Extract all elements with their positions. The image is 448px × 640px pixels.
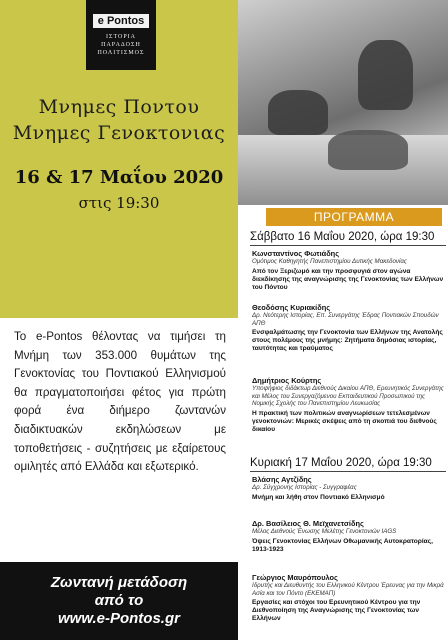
talk-title: Ενσφαλμάτωσης την Γενοκτονία των Ελλήνων της Ανατολής στους πολέμους της μνήμης: Ζητήματα δημόσιας ιστορίας, ταυτότητας και τραύματος	[252, 329, 443, 353]
live-line-1: Ζωντανή μετάδοση	[50, 574, 188, 591]
talk-title: Εργασίες και στόχοι του Ερευνητικού Κέντρου για την Διεθνοποίηση της Αναγνώρισης της Γενοκτονίας των Ελλήνων	[252, 599, 421, 623]
photo-figure	[268, 90, 328, 135]
talk-speaker: Κωνσταντίνος Φωτιάδης	[252, 249, 340, 258]
live-stream-box	[0, 562, 238, 640]
live-line-2: από το	[94, 592, 144, 609]
talk-speaker: Δημήτριος Κούρτης	[252, 376, 322, 385]
logo-brand: e Pontos	[93, 14, 149, 28]
program-talk	[252, 249, 444, 292]
title-line-2: Μνημες Γενοκτονιας	[12, 122, 226, 144]
logo-tagline: ΙΣΤΟΡΙΑ ΠΑΡΑΔΟΣΗ ΠΟΛΙΤΙΣΜΟΣ	[97, 33, 145, 56]
program-talk	[252, 303, 444, 353]
program-talk	[252, 475, 444, 502]
intro-text: Το e-Pontos θέλοντας να τιμήσει τη Μνήμη των 353.000 θυμάτων της Γενοκτονίας του Ποντιακού Ελληνισμού θα πραγματοποιήσει φέτος για πρώτη φορά ένα διήμερο ζωντανών διαδικτυακών εκδηλώσεων με τοποθετήσεις - συζητήσεις με εξαίρετους ομιλητές από Ελλάδα και εξωτερικό.	[14, 330, 226, 474]
program-talk	[252, 573, 444, 623]
talk-speaker: Δρ. Βασίλειος Θ. Μεϊχανετσίδης	[252, 519, 364, 528]
logo[interactable]	[86, 0, 156, 70]
live-url[interactable]: www.e-Pontos.gr	[58, 610, 180, 627]
talk-title: Μνήμη και λήθη στον Ποντιακό Ελληνισμό	[252, 493, 385, 501]
talk-speaker: Βλάσης Αγτζίδης	[252, 475, 312, 484]
program-talk	[252, 376, 444, 434]
talk-affiliation: Ιδρυτής και Διευθυντής του Ελληνικού Κέντρου Έρευνας για την Μικρά Ασία και τον Πόντο (ΕΚΕΜΑΠ)	[252, 582, 444, 597]
talk-speaker: Θεοδόσης Κυριακίδης	[252, 303, 331, 312]
talk-affiliation: Δρ. Σύγχρονης Ιστορίας - Συγγραφέας	[252, 484, 357, 491]
talk-affiliation: Υποψήφιος διδάκτωρ Διεθνούς Δικαίου ΑΠΘ, Ερευνητικός Συνεργάτης και Μέλος του Συνεργαζόμενου Εκπαιδευτικού Προσωπικού της Νομικής Σχολής του Πανεπιστημίου Λευκωσίας	[252, 385, 444, 408]
talk-affiliation: Ομότιμος Καθηγητής Πανεπιστημίου Δυτικής Μακεδονίας	[252, 258, 407, 265]
talk-speaker: Γεώργιος Μαυρόπουλος	[252, 573, 338, 582]
photo-figure	[328, 130, 408, 170]
historical-photo	[238, 0, 448, 205]
talk-title: Η πρακτική των πολιτικών αναγνωρίσεων τετελεσμένων γενοκτονιών: Μερικές σκέψεις από τη σκοπιά του διεθνούς δικαίου	[252, 409, 437, 433]
title-panel	[0, 0, 238, 318]
talk-affiliation: Μέλος Διεθνούς Ένωσης Μελέτης Γενοκτονιών IAGS	[252, 528, 397, 535]
photo-figure	[358, 40, 413, 110]
program-talk	[252, 519, 444, 554]
talk-affiliation: Δρ. Νεότερης Ιστορίας, Επ. Συνεργάτης Έδρας Ποντιακών Σπουδών ΑΠΘ	[252, 312, 439, 327]
talk-title: Από τον Ξεριζωμό και την προσφυγιά στον αγώνα διεκδίκησης της αναγνώρισης της Γενοκτονίας των Ελλήνων του Πόντου	[252, 267, 444, 291]
title-line-1: Μνημες Ποντου	[38, 96, 200, 118]
day-2-heading: Κυριακή 17 Μαΐου 2020, ώρα 19:30	[250, 457, 446, 472]
event-date: 16 & 17 Μαΐου 2020	[14, 167, 224, 188]
day-1-heading: Σάββατο 16 Μαΐου 2020, ώρα 19:30	[250, 231, 446, 246]
talk-title: Όψεις Γενοκτονίας Ελλήνων Οθωμανικής Αυτοκρατορίας, 1913-1923	[252, 537, 433, 553]
event-time: στις 19:30	[78, 194, 160, 212]
program-heading: ΠΡΟΓΡΑΜΜΑ	[266, 208, 442, 226]
